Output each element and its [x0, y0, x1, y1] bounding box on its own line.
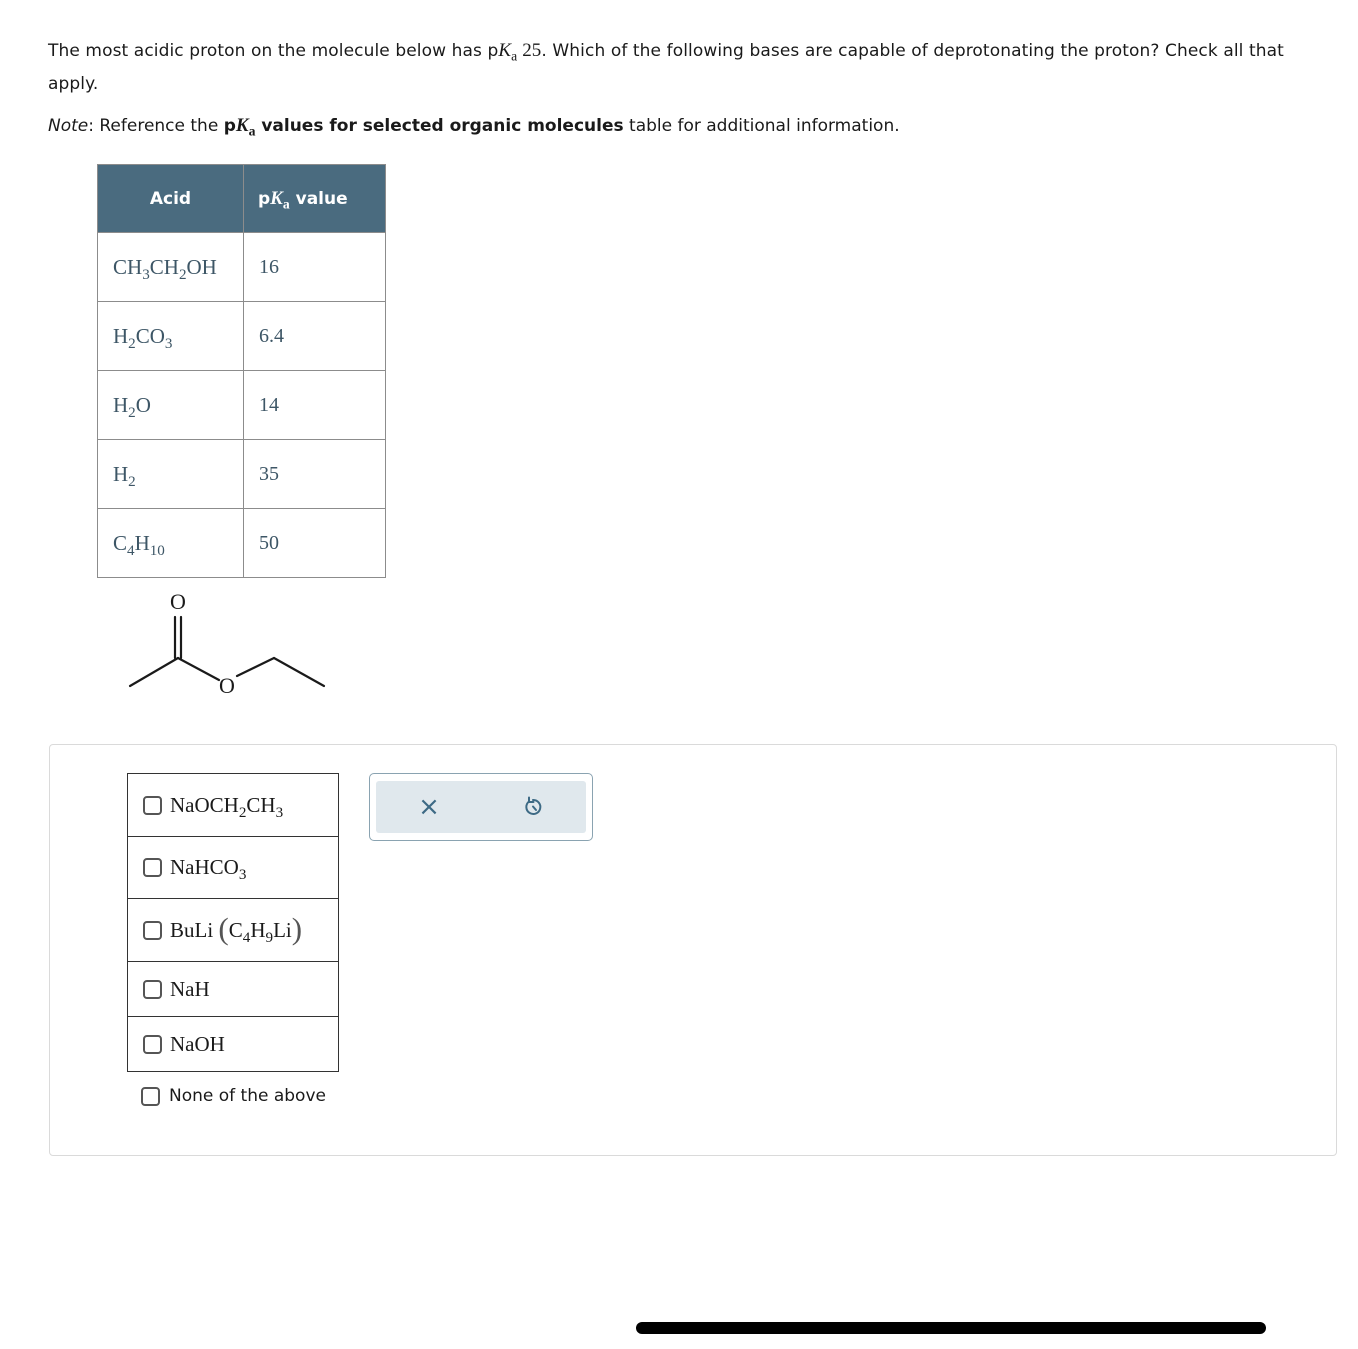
- acid-formula: [98, 371, 244, 440]
- checkbox[interactable]: [143, 1035, 162, 1054]
- checkbox[interactable]: [143, 921, 162, 940]
- paren-close: ): [291, 910, 303, 946]
- formula-sub: 4: [127, 542, 135, 559]
- methyl-bond: [130, 658, 178, 686]
- choice-label: [170, 910, 303, 946]
- formula-sub: 4: [242, 929, 251, 946]
- formula-part: Li: [273, 917, 292, 942]
- question-pka-value: 25: [522, 40, 542, 61]
- pka-value: 6.4: [244, 302, 386, 371]
- choice-naoh[interactable]: [127, 1016, 339, 1072]
- formula-part: BuLi: [170, 917, 219, 942]
- pka-value: 35: [244, 440, 386, 509]
- note-bold-text: values for selected organic molecules: [255, 116, 624, 136]
- pka-table-header: [98, 165, 386, 233]
- formula-sub: 3: [164, 335, 173, 352]
- undo-icon: [522, 796, 544, 818]
- ester-bond: [178, 658, 219, 680]
- choice-list: [127, 773, 339, 1072]
- table-row: [98, 509, 386, 578]
- close-icon: ×: [418, 792, 440, 822]
- formula-part: NaOCH: [170, 792, 239, 817]
- note-p: p: [223, 116, 236, 136]
- formula-sub: 10: [149, 542, 165, 559]
- formula-sub: 2: [128, 473, 136, 490]
- formula-part: H: [250, 917, 266, 942]
- header-k: K: [270, 187, 283, 209]
- choice-buli[interactable]: [127, 898, 339, 962]
- formula-part: H: [113, 461, 129, 486]
- note-table-reference: [223, 115, 624, 139]
- paren-open: (: [218, 910, 229, 946]
- formula-part: NaHCO: [170, 855, 239, 879]
- choice-nah[interactable]: [127, 961, 339, 1017]
- header-value-text: value: [289, 188, 348, 209]
- checkbox[interactable]: [143, 858, 162, 877]
- formula-sub: 2: [128, 335, 136, 352]
- ethyl-bond-2: [274, 658, 324, 686]
- formula-part: CH: [113, 254, 143, 279]
- formula-part: H: [113, 323, 129, 348]
- acid-formula: [98, 440, 244, 509]
- ethyl-acetate-structure: [120, 585, 340, 700]
- formula-part: CH: [246, 792, 276, 817]
- choice-label: NaOH: [170, 1031, 225, 1056]
- header-pka-value: [244, 165, 386, 233]
- formula-sub: 2: [128, 404, 136, 421]
- choice-nahco3[interactable]: [127, 836, 339, 899]
- note-text: [48, 111, 900, 141]
- ester-oxygen: O: [219, 673, 235, 698]
- table-row: [98, 440, 386, 509]
- choice-label: [170, 855, 247, 883]
- pka-value: 16: [244, 233, 386, 302]
- formula-sub: 9: [265, 929, 274, 946]
- tool-bar: [376, 781, 586, 833]
- header-k-sub: a: [282, 195, 290, 211]
- ethyl-bond-1: [237, 658, 274, 676]
- formula-part: H: [113, 392, 129, 417]
- choice-label: NaH: [170, 976, 210, 1001]
- formula-sub: 2: [178, 266, 187, 283]
- note-part: : Reference the: [88, 116, 224, 136]
- pka-table: [97, 164, 386, 578]
- formula-part: CO: [135, 323, 165, 348]
- question-k: K: [498, 40, 512, 61]
- formula-part: OH: [186, 254, 217, 279]
- pka-value: 50: [244, 509, 386, 578]
- table-row: [98, 302, 386, 371]
- undo-button[interactable]: [520, 794, 546, 820]
- choice-label: None of the above: [169, 1086, 326, 1106]
- horizontal-scrollbar[interactable]: [636, 1322, 1266, 1334]
- carbonyl-oxygen: O: [170, 589, 186, 614]
- acid-formula: [98, 233, 244, 302]
- choice-none-of-the-above[interactable]: [141, 1086, 326, 1106]
- clear-button[interactable]: [416, 794, 442, 820]
- checkbox[interactable]: [141, 1087, 160, 1106]
- choice-naoch2ch3[interactable]: [127, 773, 339, 837]
- acid-formula: [98, 509, 244, 578]
- question-part: . Which of the following bases are capable of deprotonating the proton? Check all that apply.: [48, 41, 1284, 94]
- note-label: Note: [48, 116, 89, 136]
- checkbox[interactable]: [143, 796, 162, 815]
- formula-part: C: [113, 530, 128, 555]
- formula-part: C: [228, 917, 243, 942]
- table-row: [98, 233, 386, 302]
- choice-label: [170, 792, 284, 821]
- formula-sub: 3: [142, 266, 150, 283]
- acid-formula: [98, 302, 244, 371]
- question-part: The most acidic proton on the molecule below has p: [48, 41, 499, 61]
- note-k-sub: a: [248, 123, 256, 139]
- question-k-sub: a: [511, 48, 518, 64]
- formula-part: O: [135, 392, 151, 417]
- question-text: [48, 34, 1318, 101]
- header-acid: Acid: [98, 165, 244, 233]
- pka-value: 14: [244, 371, 386, 440]
- table-row: [98, 371, 386, 440]
- header-p: p: [258, 188, 271, 209]
- note-k: K: [235, 115, 249, 136]
- formula-part: CH: [149, 254, 179, 279]
- formula-sub: 2: [238, 804, 247, 821]
- answer-tools: [369, 773, 593, 841]
- formula-part: H: [134, 530, 150, 555]
- checkbox[interactable]: [143, 980, 162, 999]
- formula-sub: 3: [238, 866, 247, 883]
- formula-sub: 3: [275, 804, 284, 821]
- note-part: table for additional information.: [623, 116, 900, 136]
